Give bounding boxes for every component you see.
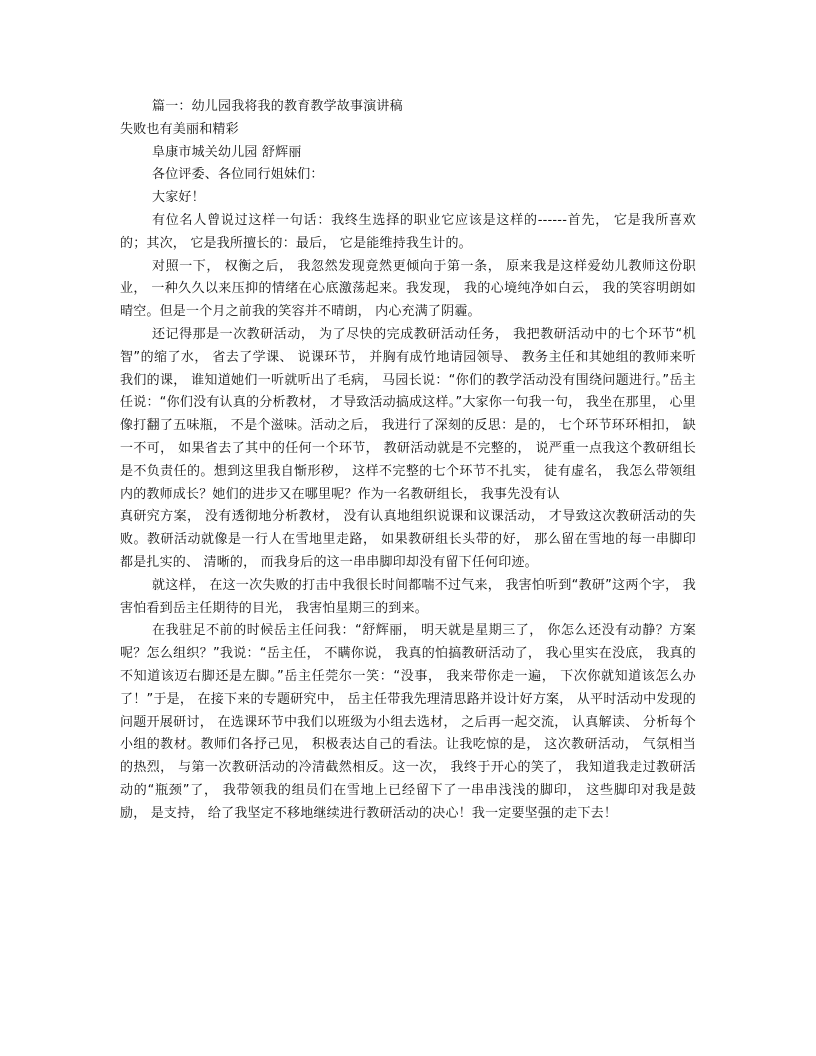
paragraph: 对照一下， 权衡之后， 我忽然发现竟然更倾向于第一条， 原来我是这样爱幼儿教师这份职业， 一种久久以来压抑的情绪在心底激荡起来。我发现， 我的心境纯净如白云， 我的笑容明朗如晴空。但是一个月之前我的笑容并不晴朗， 内心充满了阴霾。 [120,258,696,320]
document-heading: 篇一：幼儿园我将我的教育教学故事演讲稿 [152,99,403,114]
paragraph: 就这样， 在这一次失败的打击中我很长时间都喘不过气来， 我害怕听到“教研”这两个字， 我害怕看到岳主任期待的目光， 我害怕星期三的到来。 [120,577,696,616]
author-line: 阜康市城关幼儿园 舒辉丽 [152,144,302,160]
paragraph: 还记得那是一次教研活动， 为了尽快的完成教研活动任务， 我把教研活动中的七个环节“机智”的缩了水， 省去了学课、 说课环节， 并胸有成竹地请园领导、 教务主任和其她组的教师来听我们的课， 谁知道她们一听就听出了毛病， 马园长说：“你们的教学活动没有围绕问题进行。”岳主任说：“你们没有认真的分析教材， 才导致活动搞成这样。”大家你一句我一句， 我坐在那里， 心里像打翻了五味瓶， 不是个滋味。活动之后， 我进行了深刻的反思：是的， 七个环节环环相扣， 缺一不可， 如果省去了其中的任何一个环节， 教研活动就是不完整的， 说严重一点我这个教研组长是不负责任的。想到这里我自惭形秽， 这样不完整的七个环节不扎实， 徒有虚名， 我怎么带领组内的教师成长？她们的进步又在哪里呢？作为一名教研组长， 我事先没有认 [120,326,696,502]
greeting: 大家好！ [152,190,205,206]
speech-title: 失败也有美丽和精彩 [120,121,239,137]
paragraph: 真研究方案， 没有透彻地分析教材， 没有认真地组织说课和议课活动， 才导致这次教研活动的失败。教研活动就像是一行人在雪地里走路， 如果教研组长头带的好， 那么留在雪地的每一串脚印都是扎实的、 清晰的， 而我身后的这一串串脚印却没有留下任何印迹。 [120,509,696,570]
paragraph: 在我驻足不前的时候岳主任问我：“舒辉丽， 明天就是星期三了， 你怎么还没有动静？方案呢？怎么组织？”我说：“岳主任， 不瞒你说， 我真的怕搞教研活动了， 我心里实在没底， 我真的不知道该迈右脚还是左脚。”岳主任莞尔一笑：“没事， 我来带你走一遍， 下次你就知道该怎么办了！”于是， 在接下来的专题研究中， 岳主任带我先理清思路并设计好方案， 从平时活动中发现的问题开展研讨， 在选课环节中我们以班级为小组去选材， 之后再一起交流， 认真解读、 分析每个小组的教材。教师们各抒己见， 积极表达自己的看法。让我吃惊的是， 这次教研活动， 气氛相当的热烈， 与第一次教研活动的冷清截然相反。这一次， 我终于开心的笑了， 我知道我走过教研活动的“瓶颈”了， 我带领我的组员们在雪地上已经留下了一串串浅浅的脚印， 这些脚印对我是鼓励， 是支持， 给了我坚定不移地继续进行教研活动的决心！我一定要坚强的走下去！ [120,623,696,821]
document-body [120,96,696,826]
paragraph: 有位名人曾说过这样一句话：我终生选择的职业它应该是这样的------首先， 它是我所喜欢的；其次， 它是我所擅长的：最后， 它是能维持我生计的。 [120,212,696,251]
salutation: 各位评委、各位同行姐妹们： [152,167,324,183]
